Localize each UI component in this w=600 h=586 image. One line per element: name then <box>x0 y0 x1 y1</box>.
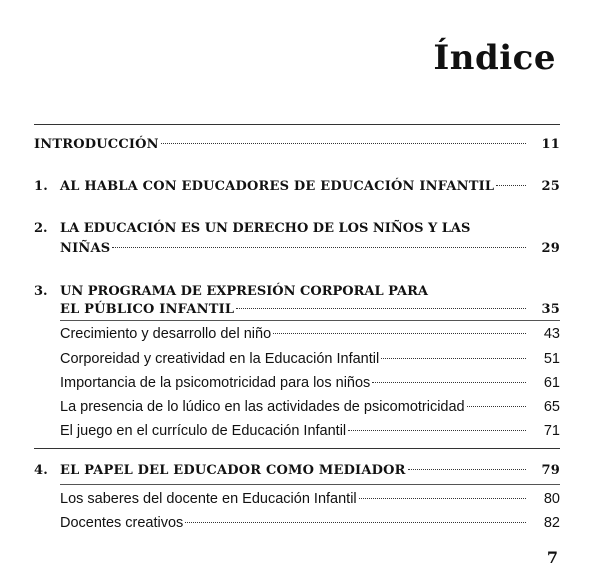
toc-entry-title: Docentes creativos <box>60 515 184 531</box>
toc-entry-title: Los saberes del docente en Educación Infantil <box>60 491 357 507</box>
section-rule <box>60 484 560 485</box>
toc-entry-page: 51 <box>543 351 560 367</box>
toc-entry-chapter-3[interactable] <box>34 301 560 319</box>
toc-entry-page: 71 <box>543 423 560 439</box>
toc-subentry[interactable] <box>60 490 560 508</box>
dot-leader <box>381 358 526 359</box>
toc-entry-page: 35 <box>541 302 560 317</box>
page-title: Índice <box>433 38 556 78</box>
dot-leader <box>348 430 526 431</box>
toc-entry-page: 80 <box>543 491 560 507</box>
dot-leader <box>161 143 526 144</box>
toc-entry-title: Importancia de la psicomotricidad para los niños <box>60 375 371 391</box>
toc-subentry[interactable] <box>60 350 560 368</box>
page-number: 7 <box>546 548 558 567</box>
dot-leader <box>359 498 526 499</box>
toc-subentry[interactable] <box>60 374 560 392</box>
dot-leader <box>273 333 526 334</box>
toc-entry-title: EL PÚBLICO INFANTIL <box>60 302 235 317</box>
top-rule <box>34 124 560 125</box>
dot-leader <box>185 522 526 523</box>
toc-entry-title-line1: LA EDUCACIÓN ES UN DERECHO DE LOS NIÑOS Y LAS <box>60 221 471 236</box>
toc-entry-page: 43 <box>543 326 560 342</box>
toc-entry-page: 65 <box>543 399 560 415</box>
dot-leader <box>372 382 526 383</box>
toc-entry-title: EL PAPEL DEL EDUCADOR COMO MEDIADOR <box>60 463 406 478</box>
toc-subentry[interactable] <box>60 422 560 440</box>
section-rule <box>34 448 560 449</box>
toc-entry-title: NIÑAS <box>60 241 111 256</box>
toc-subentry[interactable] <box>60 398 560 416</box>
toc-entry-title: La presencia de lo lúdico en las actividades de psicomotricidad <box>60 399 465 415</box>
toc-entry-title: INTRODUCCIÓN <box>34 137 159 152</box>
toc-entry-chapter-4[interactable] <box>34 462 560 480</box>
toc-entry-chapter-2[interactable] <box>34 240 560 258</box>
toc-entry-page: 79 <box>541 463 560 478</box>
section-rule <box>60 320 560 321</box>
toc-entry-chapter-2-line1 <box>34 220 470 238</box>
dot-leader <box>236 308 526 309</box>
toc-entry-title: Corporeidad y creatividad en la Educación Infantil <box>60 351 380 367</box>
toc-entry-chapter-1[interactable] <box>34 178 560 196</box>
toc-entry-page: 29 <box>541 241 560 256</box>
toc-entry-title: El juego en el currículo de Educación Infantil <box>60 423 347 439</box>
toc-entry-page: 11 <box>541 137 560 152</box>
toc-entry-title: Crecimiento y desarrollo del niño <box>60 326 272 342</box>
toc-subentry[interactable] <box>60 514 560 532</box>
dot-leader <box>112 247 526 248</box>
chapter-number: 3. <box>34 284 48 299</box>
toc-subentry[interactable] <box>60 325 560 343</box>
chapter-number: 1. <box>34 179 48 194</box>
toc-entry-title-line1: UN PROGRAMA DE EXPRESIÓN CORPORAL PARA <box>60 284 428 299</box>
toc-entry-page: 61 <box>543 375 560 391</box>
toc-entry-introduccion[interactable] <box>34 136 560 154</box>
dot-leader <box>496 185 526 186</box>
chapter-number: 2. <box>34 221 48 236</box>
toc-entry-page: 82 <box>543 515 560 531</box>
toc-entry-title: AL HABLA CON EDUCADORES DE EDUCACIÓN INFANTIL <box>60 179 495 194</box>
toc-entry-chapter-3-line1 <box>34 283 428 301</box>
chapter-number: 4. <box>34 463 48 478</box>
toc-entry-page: 25 <box>541 179 560 194</box>
dot-leader <box>467 406 526 407</box>
dot-leader <box>408 469 526 470</box>
